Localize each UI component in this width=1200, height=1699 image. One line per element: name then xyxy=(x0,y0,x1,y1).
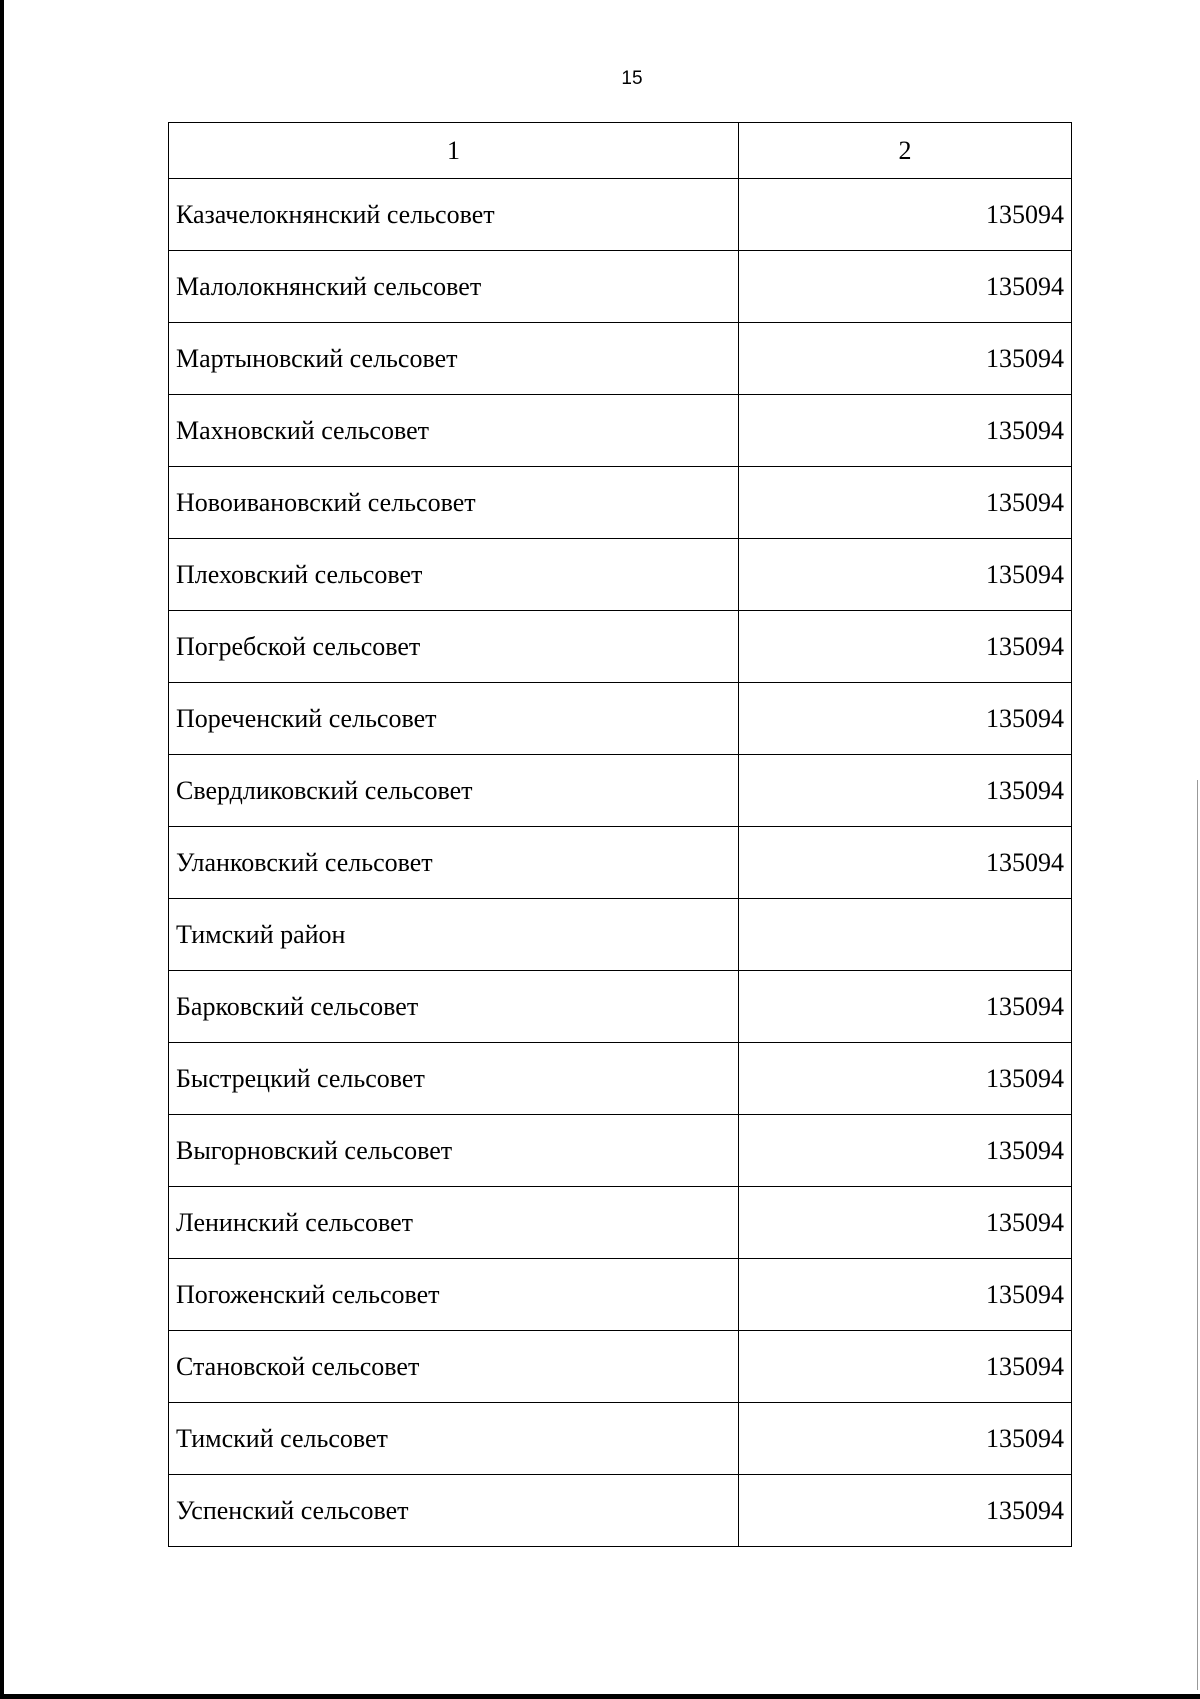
row-value: 135094 xyxy=(739,1043,1072,1115)
row-value xyxy=(739,899,1072,971)
row-value: 135094 xyxy=(739,1187,1072,1259)
row-name: Погребской сельсовет xyxy=(169,611,739,683)
row-name: Казачелокнянский сельсовет xyxy=(169,179,739,251)
table-row xyxy=(169,1403,1072,1475)
row-name: Погоженский сельсовет xyxy=(169,1259,739,1331)
table-row xyxy=(169,467,1072,539)
row-name: Тимский сельсовет xyxy=(169,1403,739,1475)
row-value: 135094 xyxy=(739,755,1072,827)
row-value: 135094 xyxy=(739,683,1072,755)
table-row xyxy=(169,611,1072,683)
table-header-row xyxy=(169,123,1072,179)
row-value: 135094 xyxy=(739,1259,1072,1331)
data-table xyxy=(168,122,1072,1547)
table-row xyxy=(169,1115,1072,1187)
row-value: 135094 xyxy=(739,179,1072,251)
row-value: 135094 xyxy=(739,251,1072,323)
table-row xyxy=(169,1475,1072,1547)
row-value: 135094 xyxy=(739,1475,1072,1547)
table-row xyxy=(169,755,1072,827)
row-name: Быстрецкий сельсовет xyxy=(169,1043,739,1115)
row-name: Новоивановский сельсовет xyxy=(169,467,739,539)
table-row xyxy=(169,539,1072,611)
row-name: Становской сельсовет xyxy=(169,1331,739,1403)
row-name: Ленинский сельсовет xyxy=(169,1187,739,1259)
row-name: Махновский сельсовет xyxy=(169,395,739,467)
table-row xyxy=(169,971,1072,1043)
scan-left-edge xyxy=(0,0,4,1699)
row-name: Плеховский сельсовет xyxy=(169,539,739,611)
column-header: 1 xyxy=(169,123,739,179)
table-row xyxy=(169,395,1072,467)
page-number: 15 xyxy=(621,68,643,89)
row-value: 135094 xyxy=(739,323,1072,395)
scan-bottom-edge xyxy=(0,1694,1200,1699)
table-row xyxy=(169,251,1072,323)
row-value: 135094 xyxy=(739,1403,1072,1475)
row-name: Барковский сельсовет xyxy=(169,971,739,1043)
table-row xyxy=(169,683,1072,755)
row-name: Пореченский сельсовет xyxy=(169,683,739,755)
row-value: 135094 xyxy=(739,539,1072,611)
row-name: Мартыновский сельсовет xyxy=(169,323,739,395)
row-name: Тимский район xyxy=(169,899,739,971)
row-name: Выгорновский сельсовет xyxy=(169,1115,739,1187)
scan-right-edge xyxy=(1197,780,1198,1690)
table-row xyxy=(169,899,1072,971)
row-value: 135094 xyxy=(739,1331,1072,1403)
table-row xyxy=(169,1331,1072,1403)
row-value: 135094 xyxy=(739,827,1072,899)
table-row xyxy=(169,1187,1072,1259)
row-name: Малолокнянский сельсовет xyxy=(169,251,739,323)
row-value: 135094 xyxy=(739,1115,1072,1187)
table-row xyxy=(169,1259,1072,1331)
row-value: 135094 xyxy=(739,611,1072,683)
table-row xyxy=(169,179,1072,251)
table-row xyxy=(169,827,1072,899)
column-header: 2 xyxy=(739,123,1072,179)
table-row xyxy=(169,323,1072,395)
row-name: Свердликовский сельсовет xyxy=(169,755,739,827)
row-name: Уланковский сельсовет xyxy=(169,827,739,899)
row-value: 135094 xyxy=(739,971,1072,1043)
row-value: 135094 xyxy=(739,467,1072,539)
table-row xyxy=(169,1043,1072,1115)
row-value: 135094 xyxy=(739,395,1072,467)
row-name: Успенский сельсовет xyxy=(169,1475,739,1547)
